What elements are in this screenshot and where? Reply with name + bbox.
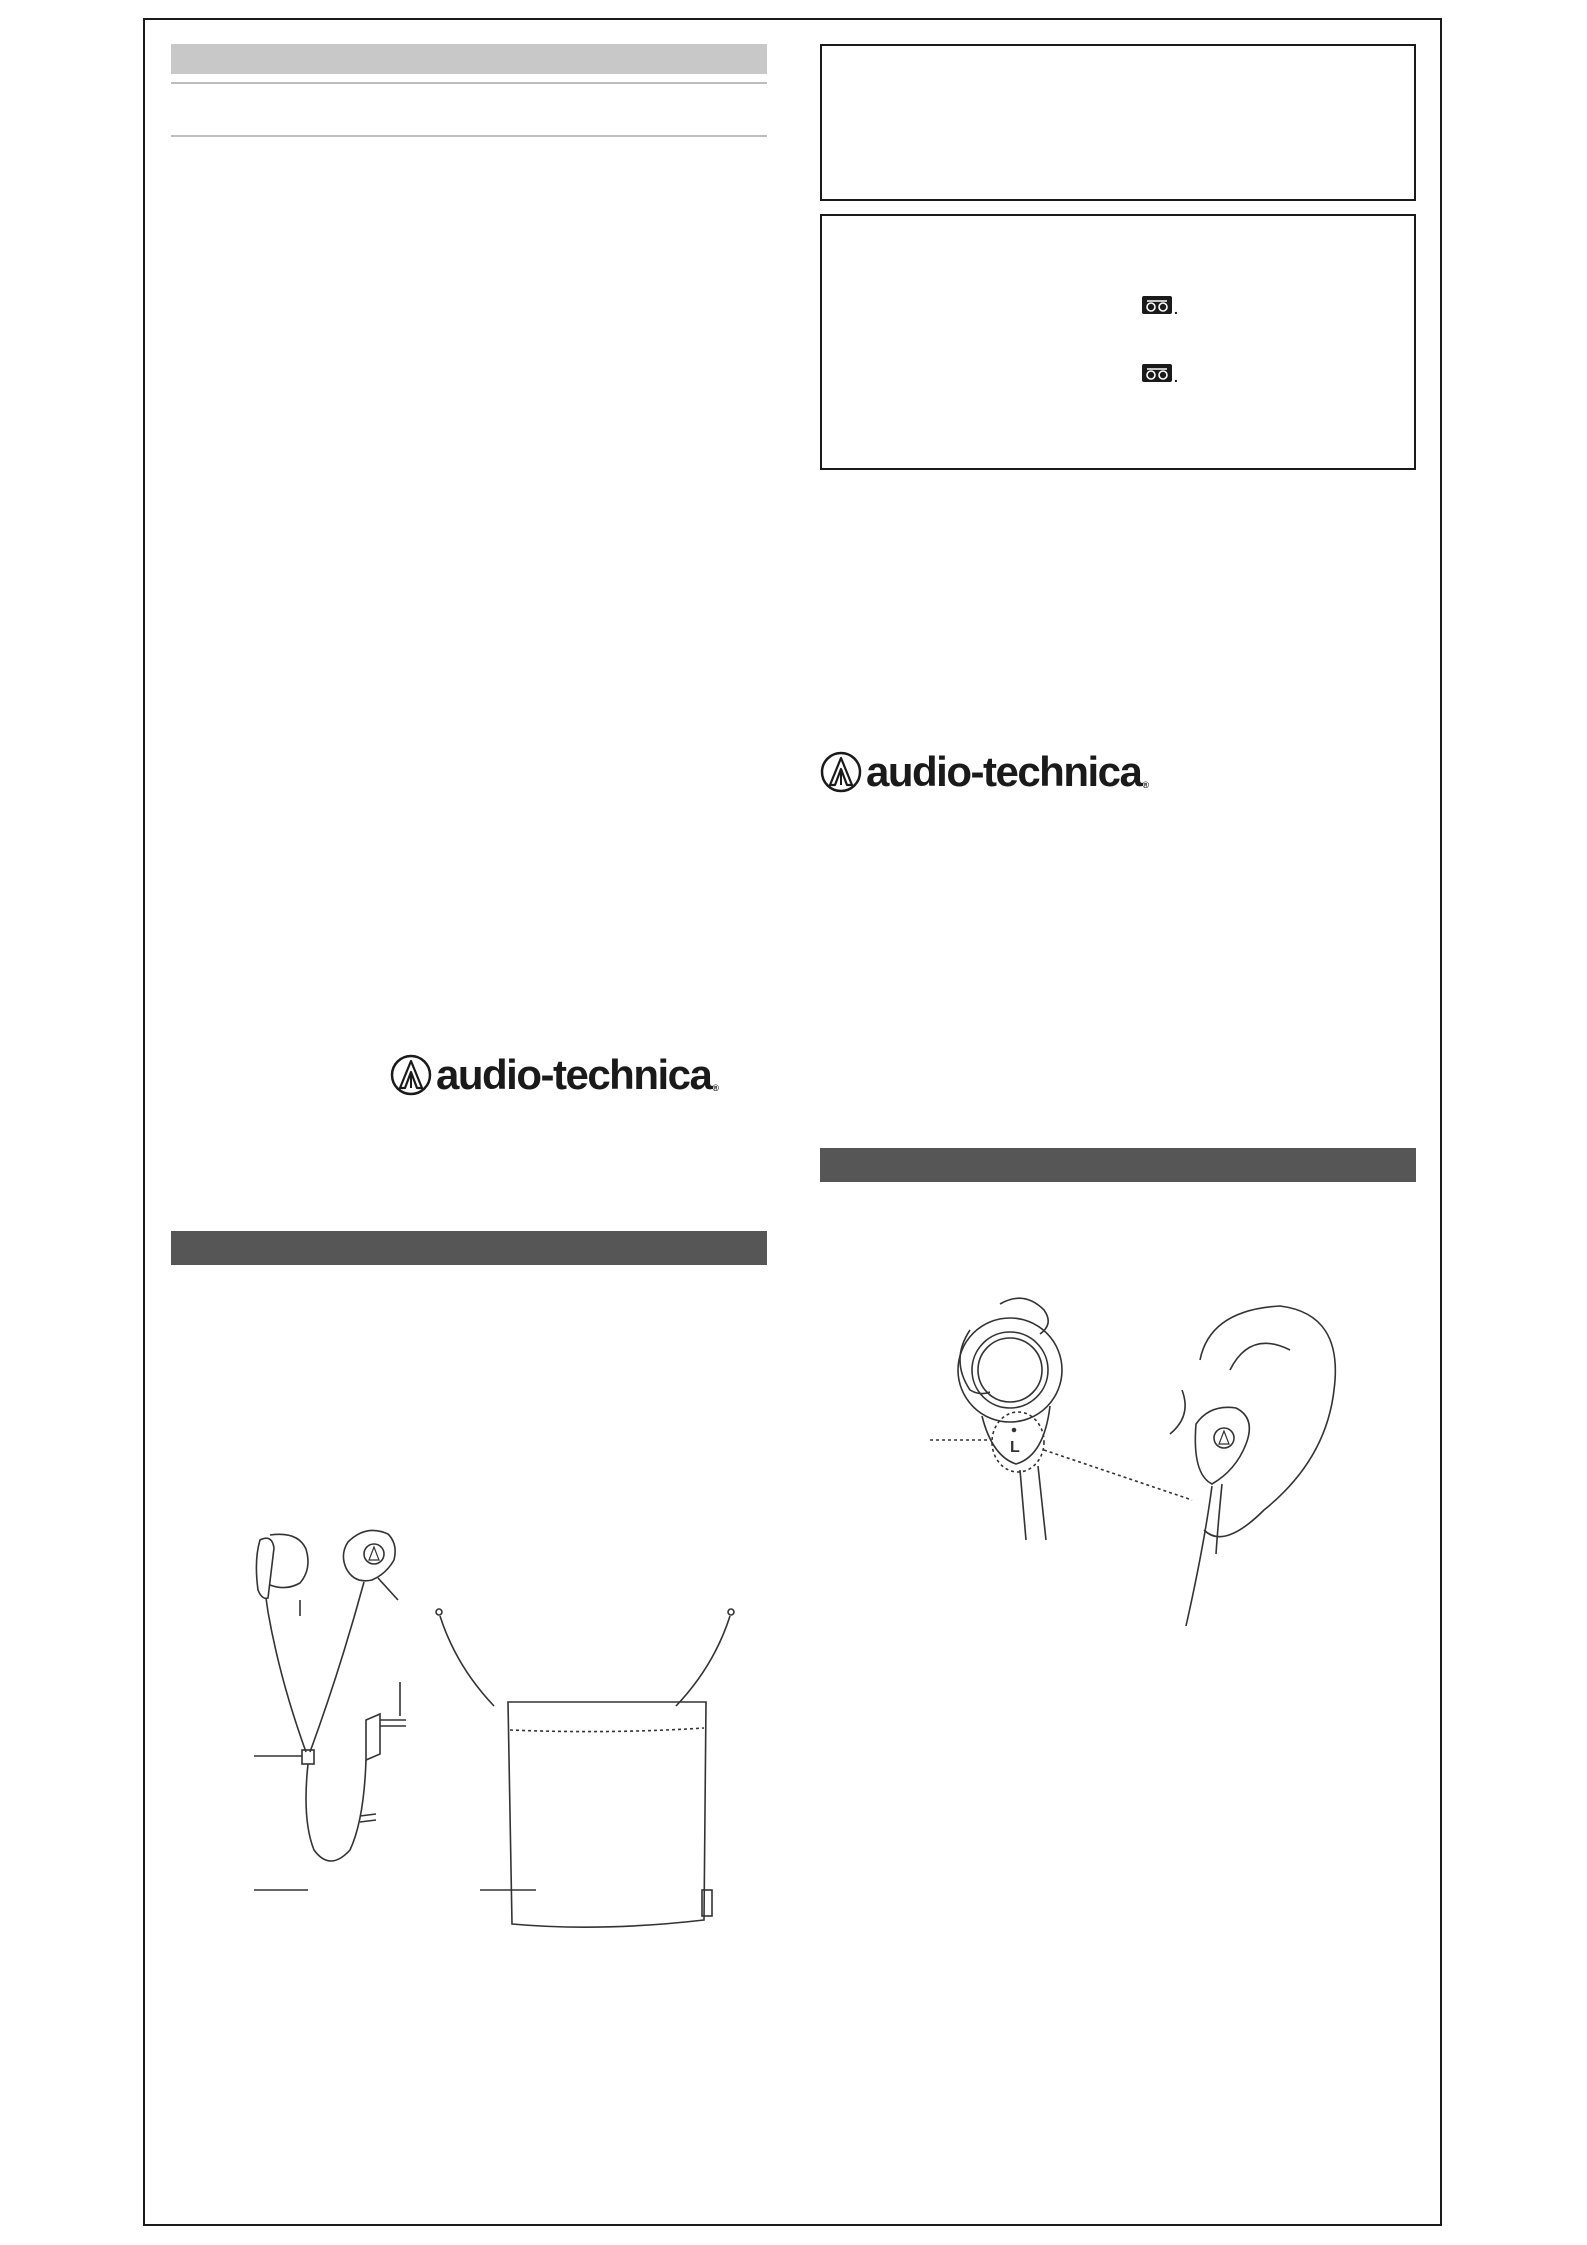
earphone-wearing-diagram xyxy=(930,1290,1350,1630)
tty-period: . xyxy=(1174,369,1178,385)
title-rule-bottom xyxy=(171,135,767,137)
brand-logo-right xyxy=(820,748,1149,796)
audio-technica-emblem-icon xyxy=(820,751,862,793)
brand-wordmark: audio-technica xyxy=(866,748,1142,795)
tty-period: . xyxy=(1174,301,1178,317)
registered-mark: ® xyxy=(1142,780,1150,790)
tty-icon xyxy=(1142,296,1172,314)
section-bar-usage xyxy=(820,1148,1416,1182)
contact-info-box xyxy=(820,214,1416,470)
title-rule-top xyxy=(171,82,767,84)
title-bar xyxy=(171,44,767,74)
section-bar-parts xyxy=(171,1231,767,1265)
brand-wordmark: audio-technica xyxy=(436,1051,712,1098)
tty-icon xyxy=(1142,364,1172,382)
audio-technica-emblem-icon xyxy=(390,1054,432,1096)
earphone-parts-diagram xyxy=(240,1520,800,1960)
notice-box xyxy=(820,44,1416,201)
left-channel-marker: L xyxy=(1010,1439,1020,1456)
brand-logo-left xyxy=(390,1051,719,1099)
registered-mark: ® xyxy=(712,1083,720,1093)
